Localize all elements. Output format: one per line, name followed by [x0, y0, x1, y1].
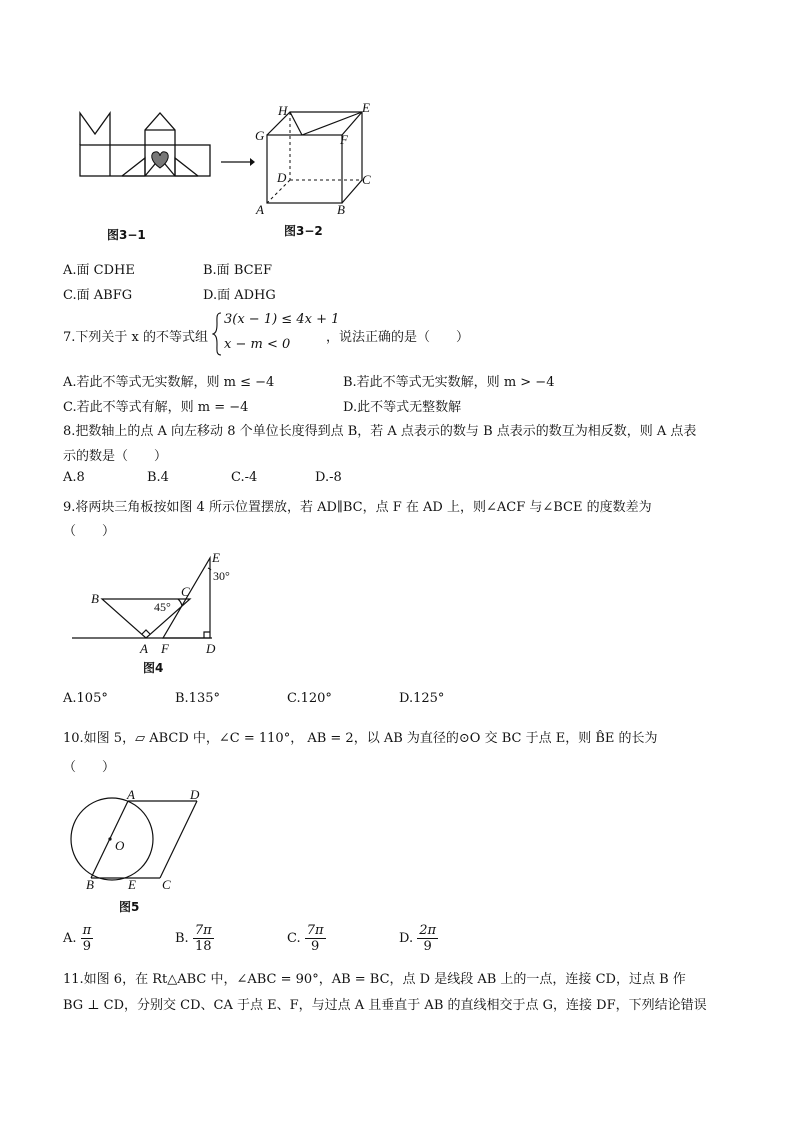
fig4-label-e: E: [212, 550, 220, 565]
q10-option-c[interactable]: C. $\frac{7\pi}{9}$: [287, 923, 324, 954]
q7-option-c[interactable]: C.若此不等式有解，则 m = −4: [63, 400, 249, 415]
q10-option-d[interactable]: D. $\frac{2\pi}{9}$: [399, 923, 437, 954]
cube-label-f: F: [340, 132, 348, 147]
q8-option-a[interactable]: A.8: [63, 470, 85, 485]
q7-inequality-2: x − m < 0: [224, 337, 291, 352]
q10-option-b[interactable]: B. $\frac{7\pi}{18}$: [175, 923, 212, 954]
brace-icon: [212, 312, 222, 356]
figure-5-circle-parallelogram: [65, 795, 225, 885]
fig5-label-c: C: [162, 877, 171, 892]
fig5-label-d: D: [190, 787, 200, 802]
cube-label-c: C: [362, 172, 371, 187]
figure-3-2-caption: 图3−2: [284, 224, 323, 238]
q11-stem-line1: 11.如图 6，在 Rt△ABC 中，∠ABC = 90°，AB = BC，点 D 是线段 AB 上的一点，连接 CD，过点 B 作: [63, 972, 686, 987]
q7-inequality-1: 3(x − 1) ≤ 4x + 1: [224, 312, 340, 327]
q7-option-b[interactable]: B.若此不等式无实数解，则 m > −4: [343, 375, 555, 390]
q10-stem-line2: （ ）: [63, 760, 116, 775]
q9-option-d[interactable]: D.125°: [399, 691, 445, 706]
cube-label-h: H: [278, 103, 288, 118]
q9-option-c[interactable]: C.120°: [287, 691, 332, 706]
q10-stem-line1: 10.如图 5，▱ ABCD 中，∠C = 110°， AB = 2，以 AB 为直径的⊙O 交 BC 于点 E，则 B̂E 的长为: [63, 731, 658, 746]
q8-option-c[interactable]: C.-4: [231, 470, 258, 485]
q9-option-a[interactable]: A.105°: [63, 691, 108, 706]
q9-stem-line1: 9.将两块三角板按如图 4 所示位置摆放，若 AD∥BC，点 F 在 AD 上，则∠ACF 与∠BCE 的度数差为: [63, 500, 652, 515]
q9-option-b[interactable]: B.135°: [175, 691, 220, 706]
q10-option-a[interactable]: A. $\frac{\pi}{9}$: [63, 923, 92, 954]
fraction: $\frac{2\pi}{9}$: [419, 923, 437, 954]
fig5-label-e: E: [128, 877, 136, 892]
cube-label-a: A: [256, 202, 264, 217]
cube-label-d: D: [277, 170, 287, 185]
q7-option-a[interactable]: A.若此不等式无实数解，则 m ≤ −4: [63, 375, 275, 390]
q8-stem-line2: 示的数是（ ）: [63, 449, 168, 464]
fraction: $\frac{\pi}{9}$: [82, 923, 92, 954]
q6-option-d[interactable]: D.面 ADHG: [203, 288, 276, 303]
fraction: $\frac{7\pi}{9}$: [306, 923, 324, 954]
q9-stem-line2: （ ）: [63, 524, 116, 539]
fraction: $\frac{7\pi}{18}$: [194, 923, 212, 954]
q8-stem-line1: 8.把数轴上的点 A 向左移动 8 个单位长度得到点 B，若 A 点表示的数与 B 点表示的数互为相反数，则 A 点表: [63, 424, 697, 439]
figure-3-2-cube: [250, 100, 380, 215]
q8-option-d[interactable]: D.-8: [315, 470, 342, 485]
cube-label-g: G: [255, 128, 265, 143]
figure-5-caption: 图5: [119, 900, 140, 914]
fig4-label-b: B: [91, 591, 99, 606]
q6-option-a[interactable]: A.面 CDHE: [63, 263, 135, 278]
fig4-label-c: C: [181, 584, 190, 599]
figure-4-caption: 图4: [143, 661, 164, 675]
fig5-label-b: B: [86, 877, 94, 892]
cube-label-e: E: [362, 100, 370, 115]
figure-3-1-net: [70, 108, 220, 188]
fig4-angle-45: 45°: [154, 600, 171, 614]
figure-3-1-caption: 图3−1: [107, 228, 146, 242]
fig4-label-f: F: [161, 641, 169, 656]
q8-option-b[interactable]: B.4: [147, 470, 169, 485]
q6-option-c[interactable]: C.面 ABFG: [63, 288, 133, 303]
q7-option-d[interactable]: D.此不等式无整数解: [343, 400, 462, 415]
q11-stem-line2: BG ⊥ CD，分别交 CD、CA 于点 E、F，与过点 A 且垂直于 AB 的直线相交于点 G，连接 DF，下列结论错误: [63, 998, 707, 1013]
q7-stem-post: ，说法正确的是（ ）: [326, 330, 470, 345]
q7-stem-pre: 7.下列关于 x 的不等式组: [63, 330, 208, 345]
cube-label-b: B: [337, 202, 345, 217]
fig4-angle-30: 30°: [213, 569, 230, 583]
fig5-label-o: O: [115, 838, 125, 853]
q6-option-b[interactable]: B.面 BCEF: [203, 263, 273, 278]
fig5-label-a: A: [127, 787, 135, 802]
fig4-label-a: A: [140, 641, 148, 656]
fig4-label-d: D: [206, 641, 216, 656]
